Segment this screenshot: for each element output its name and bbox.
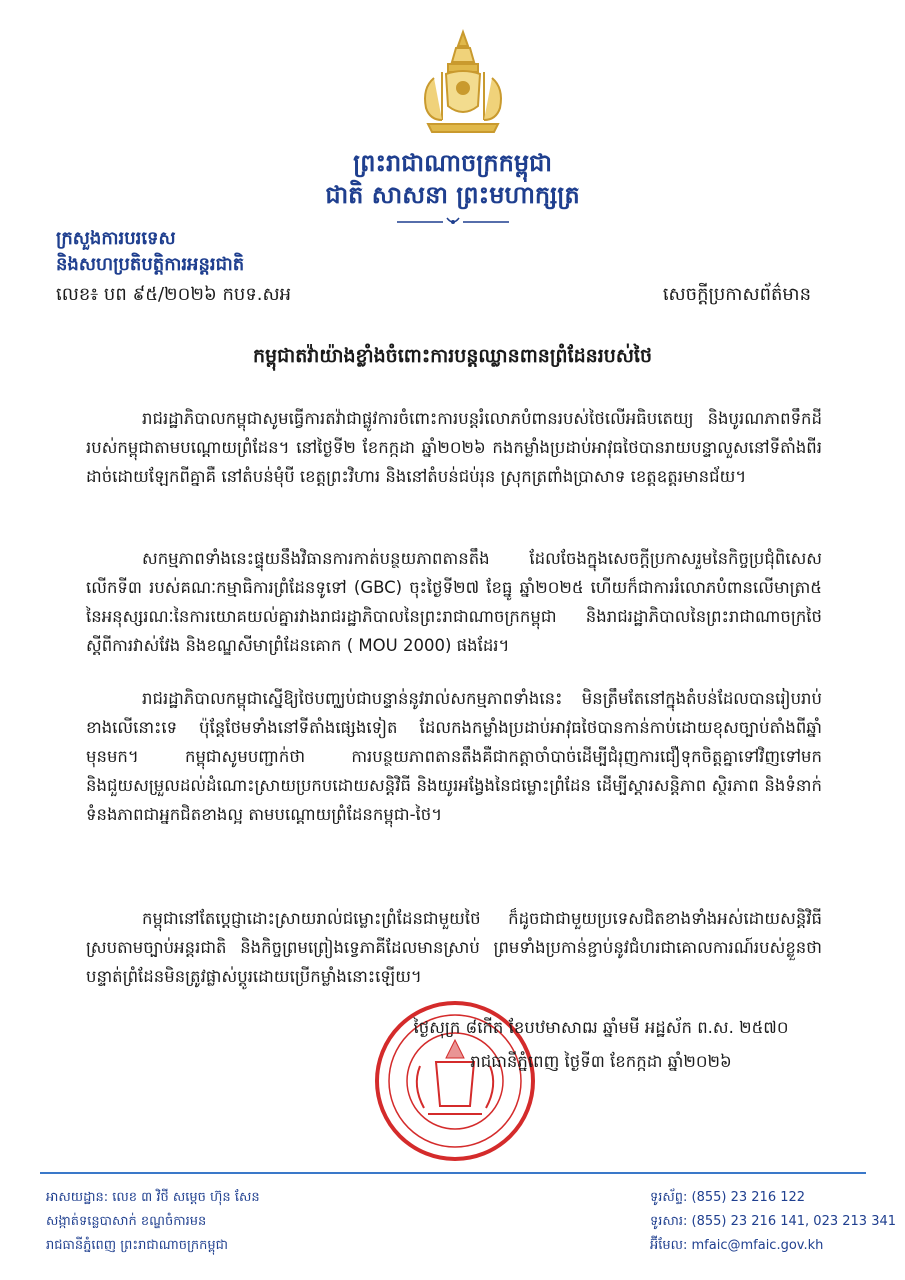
- body-paragraph-1: រាជរដ្ឋាភិបាលកម្ពុជាសូមធ្វើការតវ៉ាជាផ្លូវការចំពោះការបន្តរំលោភបំពានរបស់ថៃលើអធិបតេយ្យ និងបូរណភាពទឹកដីរបស់កម្ពុជាតាមបណ្តោយព្រំដែន។ នៅថ្ងៃទី២ ខែកក្កដា ឆ្នាំ២០២៦ កងកម្លាំងប្រដាប់អាវុធថៃបានរាយបន្ទាលួសនៅទីតាំងពីរដាច់ដោយឡែកពីគ្នាគឺ នៅតំបន់មុំបី ខេត្តព្រះវិហារ និងនៅតំបន់ជប់រុន ស្រុកត្រពាំងប្រាសាទ ខេត្តឧត្តរមានជ័យ។: [86, 409, 822, 486]
- body-paragraph-4: កម្ពុជានៅតែប្តេជ្ញាដោះស្រាយរាល់ជម្លោះព្រំដែនជាមួយថៃ ក៏ដូចជាជាមួយប្រទេសជិតខាងទាំងអស់ដោយសន្តិវិធី ស្របតាមច្បាប់អន្តរជាតិ និងកិច្ចព្រមព្រៀងទ្វេភាគីដែលមានស្រាប់ ព្រមទាំងប្រកាន់ខ្ជាប់នូវជំហរជាគោលការណ៍របស់ខ្លួនថា បន្ទាត់ព្រំដែនមិនត្រូវផ្លាស់ប្តូរដោយប្រើកម្លាំងនោះឡើយ។: [86, 909, 822, 986]
- ministry-name-line1: ក្រសួងការបរទេស: [56, 228, 176, 249]
- footer-contacts: [650, 1186, 896, 1258]
- ministry-name-line2: និងសហប្រតិបត្តិការអន្តរជាតិ: [56, 254, 245, 275]
- body-paragraph-2: សកម្មភាពទាំងនេះផ្ទុយនឹងវិធានការកាត់បន្ថយភាពតានតឹង ដែលចែងក្នុងសេចក្តីប្រកាសរួមនៃកិច្ចប្រជុំពិសេសលើកទី៣ របស់គណៈកម្មាធិការព្រំដែនទូទៅ (GBC) ចុះថ្ងៃទី២៧ ខែធ្នូ ឆ្នាំ២០២៥ ហើយក៏ជាការរំលោភបំពានលើមាត្រា៥ នៃអនុស្សរណៈនៃការយោគយល់គ្នារវាងរាជរដ្ឋាភិបាលនៃព្រះរាជាណាចក្រកម្ពុជា និងរាជរដ្ឋាភិបាលនៃព្រះរាជាណាចក្រថៃ ស្តីពីការវាស់វែង និងខណ្ឌសីមាព្រំដែនគោក ( MOU 2000) ផងដែរ។: [86, 549, 822, 655]
- phone-number: ទូរស័ព្ទ: (855) 23 216 122: [650, 1190, 806, 1205]
- address-line-1: អាសយដ្ឋាន: លេខ ៣ វិថី សម្តេច ហ៊ុន សែន: [46, 1190, 260, 1205]
- email-address[interactable]: អ៊ីមែល: mfaic@mfaic.gov.kh: [650, 1238, 824, 1253]
- press-release-headline: កម្ពុជាតវ៉ាយ៉ាងខ្លាំងចំពោះការបន្តឈ្លានពានព្រំដែនរបស់ថៃ: [252, 345, 653, 367]
- kingdom-title: ព្រះរាជាណាចក្រកម្ពុជា: [353, 149, 552, 177]
- reference-number: លេខ៖ បព ៩៥/២០២៦ កបទ.សអ: [56, 284, 292, 305]
- address-line-3: រាជធានីភ្នំពេញ ព្រះរាជាណាចក្រកម្ពុជា: [46, 1238, 228, 1253]
- royal-arms-emblem-icon: [412, 28, 514, 138]
- address-line-2: សង្កាត់ទន្លេបាសាក់ ខណ្ឌចំការមន: [46, 1214, 207, 1229]
- solar-date-place: រាជធានីភ្នំពេញ ថ្ងៃទី៣ ខែកក្កដា ឆ្នាំ២០២៦: [470, 1052, 732, 1071]
- footer-divider: [40, 1172, 866, 1174]
- footer-address: [46, 1186, 260, 1258]
- lunar-date: ថ្ងៃសុក្រ ៨កើត ខែបឋមាសាឍ ឆ្នាំមមី អដ្ឋស័ក ព.ស. ២៥៧០: [413, 1018, 789, 1037]
- fax-number: ទូរសារ: (855) 23 216 141, 023 213 341: [650, 1214, 897, 1229]
- document-type: សេចក្តីប្រកាសព័ត៌មាន: [662, 284, 811, 305]
- divider-ornament-icon: [395, 216, 511, 228]
- body-paragraph-3: រាជរដ្ឋាភិបាលកម្ពុជាស្នើឱ្យថៃបញ្ឈប់ជាបន្ទាន់នូវរាល់សកម្មភាពទាំងនេះ មិនត្រឹមតែនៅក្នុងតំបន់ដែលបានរៀបរាប់ខាងលើនោះទេ ប៉ុន្តែថែមទាំងនៅទីតាំងផ្សេងទៀត ដែលកងកម្លាំងប្រដាប់អាវុធថៃបានកាន់កាប់ដោយខុសច្បាប់តាំងពីឆ្នាំមុនមក។ កម្ពុជាសូមបញ្ជាក់ថា ការបន្ថយភាពតានតឹងគឺជាកត្តាចាំបាច់ដើម្បីជំរុញការជឿទុកចិត្តគ្នាទៅវិញទៅមក និងជួយសម្រួលដល់ដំណោះស្រាយប្រកបដោយសន្តិវិធី និងយូរអង្វែងនៃជម្លោះព្រំដែន ដើម្បីស្តារសន្តិភាព ស្ថិរភាព និងទំនាក់ទំនងភាពជាអ្នកជិតខាងល្អ តាមបណ្តោយព្រំដែនកម្ពុជា-ថៃ។: [86, 689, 822, 824]
- kingdom-motto: ជាតិ សាសនា ព្រះមហាក្សត្រ: [325, 181, 580, 209]
